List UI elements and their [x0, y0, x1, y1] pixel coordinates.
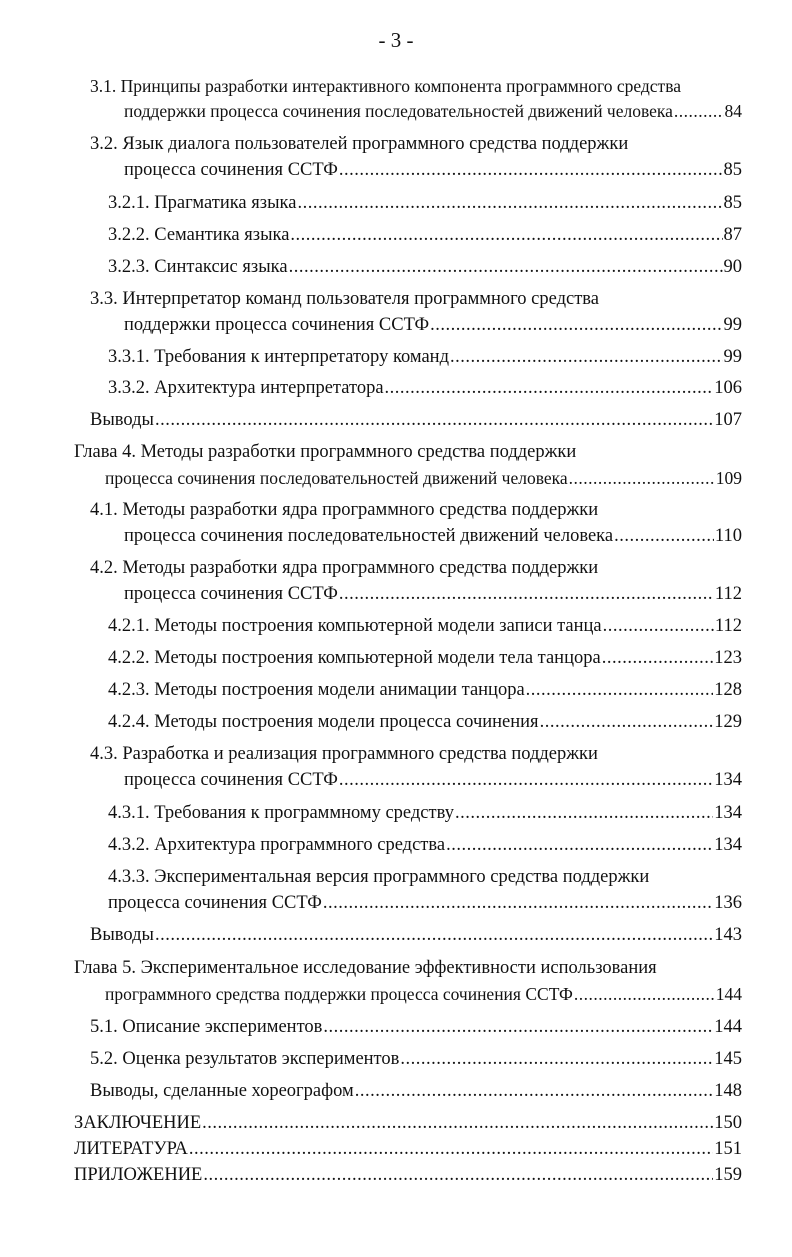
leader-dots	[385, 376, 714, 400]
toc-entry-conclusion	[74, 1111, 742, 1135]
leader-dots	[430, 313, 722, 337]
toc-entry-title: 4.3.1. Требования к программному средству	[108, 803, 454, 823]
toc-entry-line2	[124, 524, 742, 548]
toc-entry-title: программного средства поддержки процесса сочинения ССТФ	[105, 984, 573, 1004]
toc-entry-4-2-4	[108, 710, 742, 734]
toc-page-number: 109	[715, 468, 742, 488]
toc-page-number: 85	[723, 193, 742, 213]
toc-page-number: 129	[714, 712, 742, 732]
toc-page-number: 99	[723, 315, 742, 335]
toc-entry-4-2-1	[108, 614, 742, 638]
toc-page-number: 134	[714, 835, 742, 855]
leader-dots	[155, 923, 713, 947]
toc-page-number: 150	[714, 1113, 742, 1133]
toc-entry-title: 3.2.1. Прагматика языка	[108, 193, 297, 213]
leader-dots	[455, 801, 713, 825]
leader-dots	[569, 466, 715, 490]
toc-entry-title: 5.1. Описание экспериментов	[90, 1017, 323, 1037]
toc-entry-appendix	[74, 1163, 742, 1187]
leader-dots	[339, 582, 714, 606]
toc-entry-4-2-2	[108, 646, 742, 670]
toc-entry-title: процесса сочинения ССТФ	[124, 770, 338, 790]
toc-entry-3-2-2	[108, 223, 742, 247]
toc-entry-line1: 4.1. Методы разработки ядра программного средства поддержки	[90, 500, 599, 520]
toc-entry-title: поддержки процесса сочинения последовательностей движений человека	[124, 101, 673, 121]
toc-entry-line1: Глава 4. Методы разработки программного средства поддержки	[74, 442, 577, 462]
toc-entry-5-2	[90, 1047, 742, 1071]
toc-entry-title: 3.2.2. Семантика языка	[108, 225, 290, 245]
leader-dots	[339, 768, 713, 792]
toc-page-number: 123	[714, 648, 742, 668]
toc-entry-line2	[124, 158, 742, 182]
toc-page-number: 159	[714, 1165, 742, 1185]
toc-page-number: 112	[714, 584, 742, 604]
toc-page-number: 85	[723, 160, 742, 180]
toc-entry-title: 4.2.4. Методы построения модели процесса сочинения	[108, 712, 539, 732]
toc-entry-line2	[124, 313, 742, 337]
leader-dots	[297, 191, 722, 215]
toc-entry-4-3-1	[108, 801, 742, 825]
leader-dots	[203, 1163, 713, 1187]
toc-entry-choreographer-conclusions	[90, 1079, 742, 1103]
toc-entry-title: 3.3.1. Требования к интерпретатору команд	[108, 347, 449, 367]
toc-entry-4-2-3	[108, 678, 742, 702]
toc-entry-title: 4.2.3. Методы построения модели анимации танцора	[108, 680, 525, 700]
toc-page-number: 148	[714, 1081, 742, 1101]
toc-entry-line2	[124, 582, 742, 606]
leader-dots	[602, 646, 714, 670]
toc-entry-title: процесса сочинения ССТФ	[124, 160, 338, 180]
toc-entry-title: Выводы, сделанные хореографом	[90, 1081, 354, 1101]
toc-entry-title: процесса сочинения последовательностей движений человека	[124, 526, 614, 546]
toc-entry-title: процесса сочинения ССТФ	[124, 584, 338, 604]
toc-page-number: 145	[714, 1049, 742, 1069]
leader-dots	[450, 345, 723, 369]
toc-entry-line2	[124, 768, 742, 792]
toc-page-number: 144	[714, 1017, 742, 1037]
toc-entry-4-3-2	[108, 833, 742, 857]
leader-dots	[339, 158, 723, 182]
toc-entry-conclusions-ch3	[90, 408, 742, 432]
toc-page-number: 134	[714, 803, 742, 823]
leader-dots	[603, 614, 714, 638]
toc-page-number: 136	[714, 893, 742, 913]
toc-page-number: 128	[714, 680, 742, 700]
toc-page-number: 112	[714, 616, 742, 636]
toc-entry-conclusions-ch4	[90, 923, 742, 947]
leader-dots	[323, 1015, 713, 1039]
toc-entry-3-2-1	[108, 191, 742, 215]
toc-entry-title: 3.3.2. Архитектура интерпретатора	[108, 378, 384, 398]
toc-entry-references	[74, 1137, 742, 1161]
toc-entry-line1: 4.3.3. Экспериментальная версия программного средства поддержки	[108, 867, 650, 887]
leader-dots	[202, 1111, 713, 1135]
page-number: - 3 -	[378, 28, 414, 52]
toc-entry-5-1	[90, 1015, 742, 1039]
toc-entry-line2	[124, 99, 742, 123]
toc-entry-title: процесса сочинения ССТФ	[108, 893, 322, 913]
toc-entry-3-3-2	[108, 376, 742, 400]
toc-page-number: 151	[714, 1139, 742, 1159]
leader-dots	[155, 408, 713, 432]
toc-page-number: 107	[714, 410, 742, 430]
leader-dots	[289, 255, 723, 279]
toc-entry-title: ЛИТЕРАТУРА	[74, 1139, 188, 1159]
toc-entry-title: Выводы	[90, 925, 154, 945]
leader-dots	[189, 1137, 713, 1161]
leader-dots	[674, 99, 724, 123]
toc-entry-line1: 4.3. Разработка и реализация программного средства поддержки	[90, 744, 598, 764]
leader-dots	[290, 223, 722, 247]
leader-dots	[400, 1047, 713, 1071]
toc-entry-title: Выводы	[90, 410, 154, 430]
toc-entry-line1: 3.1. Принципы разработки интерактивного компонента программного средства	[90, 76, 682, 96]
toc-page-number: 84	[724, 101, 742, 121]
toc-entry-title: ЗАКЛЮЧЕНИЕ	[74, 1113, 202, 1133]
toc-entry-title: процесса сочинения последовательностей движений человека	[105, 468, 568, 488]
toc-entry-line2	[105, 466, 742, 490]
leader-dots	[614, 524, 714, 548]
toc-entry-title: поддержки процесса сочинения ССТФ	[124, 315, 430, 335]
toc-entry-line2	[108, 891, 742, 915]
leader-dots	[526, 678, 714, 702]
toc-entry-title: 4.2.2. Методы построения компьютерной модели тела танцора	[108, 648, 601, 668]
toc-entry-title: 3.2.3. Синтаксис языка	[108, 257, 288, 277]
leader-dots	[323, 891, 713, 915]
toc-entry-3-3-1	[108, 345, 742, 369]
toc-page-number: 106	[714, 378, 742, 398]
toc-page-number: 87	[723, 225, 742, 245]
toc-page-number: 110	[714, 526, 742, 546]
toc-entry-line2	[105, 982, 742, 1006]
toc-page-number: 134	[714, 770, 742, 790]
toc-entry-title: 4.3.2. Архитектура программного средства	[108, 835, 446, 855]
leader-dots	[446, 833, 713, 857]
leader-dots	[355, 1079, 714, 1103]
toc-entry-title: 5.2. Оценка результатов экспериментов	[90, 1049, 400, 1069]
toc-entry-line1: 3.2. Язык диалога пользователей программного средства поддержки	[90, 134, 629, 154]
toc-entry-3-2-3	[108, 255, 742, 279]
leader-dots	[540, 710, 714, 734]
toc-entry-line1: Глава 5. Экспериментальное исследование эффективности использования	[74, 958, 657, 978]
toc-entry-title: 4.2.1. Методы построения компьютерной модели записи танца	[108, 616, 602, 636]
leader-dots	[574, 982, 715, 1006]
toc-entry-title: ПРИЛОЖЕНИЕ	[74, 1165, 203, 1185]
toc-page-number: 144	[715, 984, 742, 1004]
toc-page-number: 90	[723, 257, 742, 277]
toc-entry-line1: 4.2. Методы разработки ядра программного средства поддержки	[90, 558, 599, 578]
toc-page-number: 99	[723, 347, 742, 367]
toc-page-number: 143	[714, 925, 742, 945]
toc-entry-line1: 3.3. Интерпретатор команд пользователя программного средства	[90, 289, 599, 309]
